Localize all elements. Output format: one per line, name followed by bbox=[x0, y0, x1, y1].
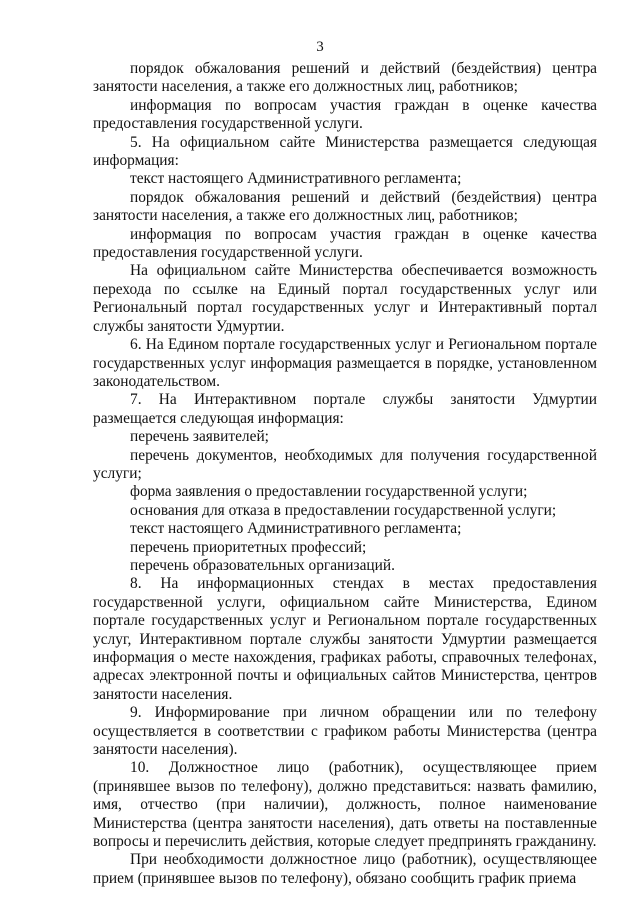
paragraph: перечень приоритетных профессий; bbox=[130, 538, 367, 556]
paragraph: перечень заявителей; bbox=[130, 428, 269, 446]
paragraph: 6. На Едином портале государственных услуг и Региональном портале государственных услуг информация размещается в порядке, установленном законодательством. bbox=[93, 336, 597, 390]
paragraph: форма заявления о предоставлении государственной услуги; bbox=[130, 483, 528, 501]
paragraph: порядок обжалования решений и действий (бездействия) центра занятости населения, а также его должностных лиц, работников; bbox=[93, 60, 597, 96]
paragraph: текст настоящего Административного регламента; bbox=[130, 520, 462, 538]
paragraph: текст настоящего Административного регламента; bbox=[130, 170, 462, 188]
paragraph: 9. Информирование при личном обращении или по телефону осуществляется в соответствии с графиком работы Министерства (центра занятости населения). bbox=[93, 704, 597, 759]
paragraph: На официальном сайте Министерства обеспечивается возможность перехода по ссылке на Единый портал государственных услуг или Региональный портал государственных услуг и Интерактивный портал службы занятости Удмуртии. bbox=[93, 262, 597, 335]
paragraph: порядок обжалования решений и действий (бездействия) центра занятости населения, а также его должностных лиц, работников; bbox=[93, 188, 597, 225]
paragraph: При необходимости должностное лицо (работник), осуществляющее прием (принявшее вызов по телефону), обязано сообщить график приема bbox=[93, 851, 597, 887]
paragraph: информация по вопросам участия граждан в оценке качества предоставления государственной услуги. bbox=[93, 225, 597, 262]
paragraph: 8. На информационных стендах в местах предоставления государственной услуги, официальном сайте Министерства, Едином портале государственных услуг и Региональном портале государственных услуг, Интерактивном портале службы занятости Удмуртии размещается информация о месте нахождения, графиках работы, справочных телефонах, адресах электронной почты и официальных сайтов Министерства, центров занятости населения. bbox=[93, 575, 597, 703]
paragraph: перечень документов, необходимых для получения государственной услуги; bbox=[93, 446, 597, 482]
paragraph: 7. На Интерактивном портале службы занятости Удмуртии размещается следующая информация: bbox=[93, 391, 597, 427]
document-body bbox=[93, 60, 597, 888]
paragraph: основания для отказа в предоставлении государственной услуги; bbox=[130, 501, 557, 519]
paragraph: 10. Должностное лицо (работник), осуществляющее прием (принявшее вызов по телефону), должно представиться: назвать фамилию, имя, отчество (при наличии), должность, полное наименование Министерства (центра занятости населения), дать ответы на поставленные вопросы и перечислить действия, которые следует предпринять гражданину. bbox=[93, 759, 597, 851]
paragraph: 5. На официальном сайте Министерства размещается следующая информация: bbox=[93, 133, 597, 170]
paragraph: информация по вопросам участия граждан в оценке качества предоставления государственной услуги. bbox=[93, 96, 597, 133]
paragraph: перечень образовательных организаций. bbox=[130, 556, 395, 574]
page-number: 3 bbox=[316, 39, 324, 55]
